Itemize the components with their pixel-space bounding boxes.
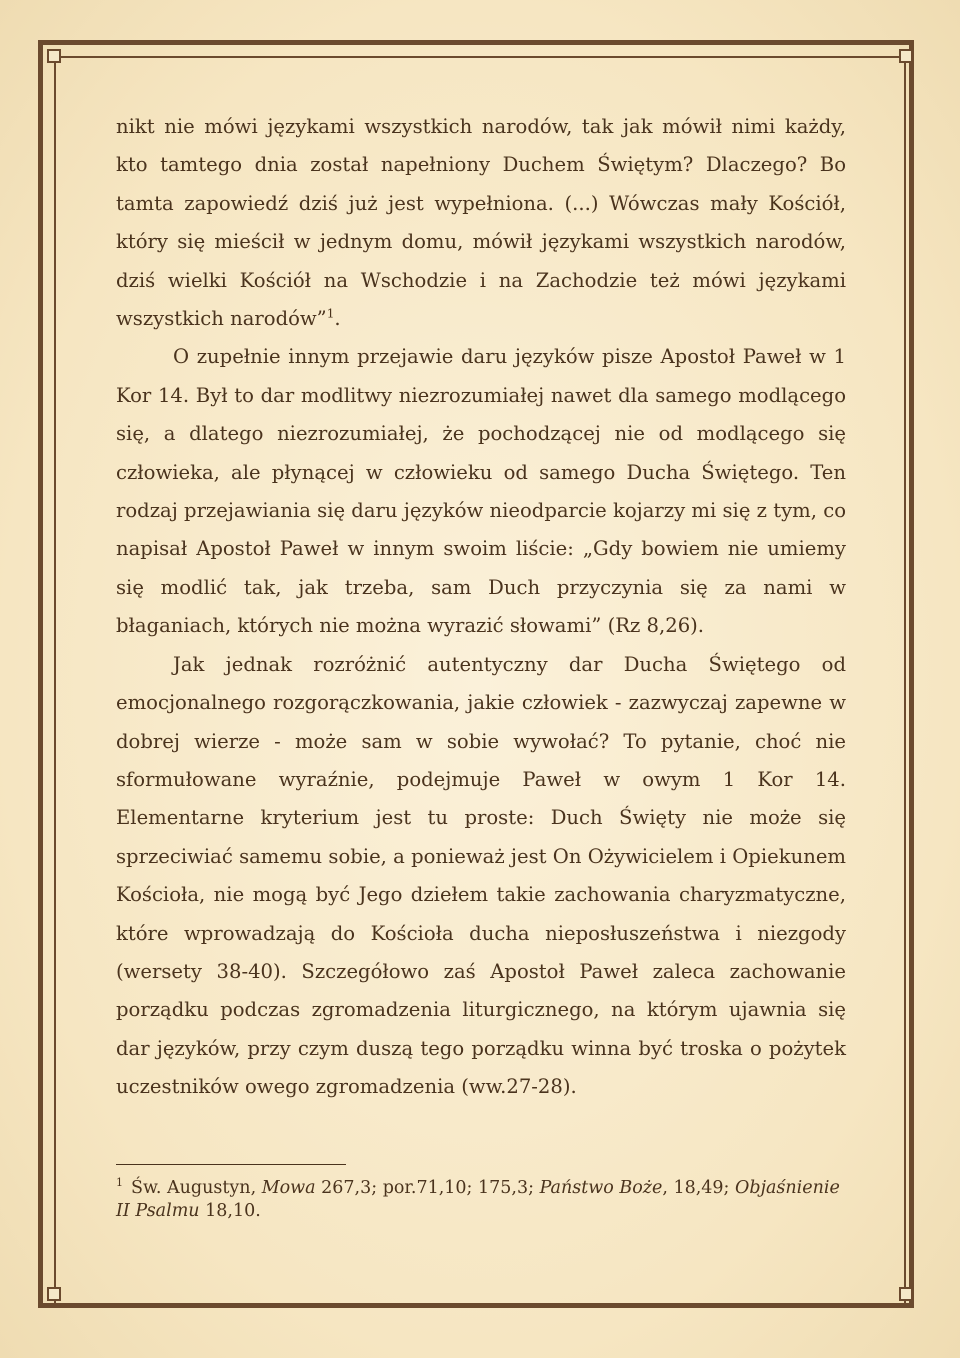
footnote-separator — [116, 1164, 346, 1165]
footnote-text: 267,3; por.71,10; 175,3; — [315, 1178, 540, 1198]
footnote-title: Objaśnienie II Psalmu — [116, 1178, 840, 1221]
paragraph — [116, 108, 846, 338]
paragraph: O zupełnie innym przejawie daru języków pisze Apostoł Paweł w 1 Kor 14. Był to dar modlitwy niezrozumiałej nawet dla samego modlącego się, a dlatego niezrozumiałej, że pochodzącej nie od modlącego się człowieka, ale płynącej w człowieku od samego Ducha Świętego. Ten rodzaj przejawiania się daru języków nieodparcie kojarzy mi się z tym, co napisał Apostoł Paweł w innym swoim liście: „Gdy bowiem nie umiemy się modlić tak, jak trzeba, sam Duch przyczynia się za nami w błaganiach, których nie można wyrazić słowami” (Rz 8,26). — [116, 345, 846, 638]
paragraph-text-end: . — [334, 307, 341, 331]
body-text — [116, 108, 846, 1107]
corner-ornament — [899, 1287, 913, 1301]
paragraph-text: nikt nie mówi językami wszystkich narodów, tak jak mówił nimi każdy, kto tamtego dnia został napełniony Duchem Świętym? Dlaczego? Bo tamta zapowiedź dziś już jest wypełniona. (...) Wówczas mały Kościół, który się mieścił w jednym domu, mówił językami wszystkich narodów, dziś wielki Kościół na Wschodzie i na Zachodzie też mówi językami wszystkich narodów” — [116, 115, 846, 331]
corner-ornament — [47, 49, 61, 63]
corner-ornament — [899, 49, 913, 63]
footnote-title: Państwo Boże — [539, 1178, 663, 1198]
footnote — [116, 1177, 846, 1223]
paragraph: Jak jednak rozróżnić autentyczny dar Ducha Świętego od emocjonalnego rozgorączkowania, jakie człowiek - zazwyczaj zapewne w dobrej wierze - może sam w sobie wywołać? To pytanie, choć nie sformułowane wyraźnie, podejmuje Paweł w owym 1 Kor 14. Elementarne kryterium jest tu proste: Duch Święty nie może się sprzeciwiać samemu sobie, a ponieważ jest On Ożywicielem i Opiekunem Kościoła, nie mogą być Jego dziełem takie zachowania charyzmatyczne, które wprowadzają do Kościoła ducha nieposłuszeństwa i niezgody (wersety 38-40). Szczegółowo zaś Apostoł Paweł zaleca zachowanie porządku podczas zgromadzenia liturgicznego, na którym ujawnia się dar języków, przy czym duszą tego porządku winna być troska o pożytek uczestników owego zgromadzenia (ww.27-28). — [116, 652, 846, 1099]
footnote-text: 18,10. — [199, 1201, 261, 1221]
footnote-text: , 18,49; — [662, 1178, 736, 1198]
footnote-text: Św. Augustyn, — [131, 1178, 262, 1198]
corner-ornament — [47, 1287, 61, 1301]
footnote-title: Mowa — [261, 1178, 316, 1198]
footnote-number: 1 — [116, 1176, 123, 1190]
footnote-reference: 1 — [326, 306, 335, 321]
